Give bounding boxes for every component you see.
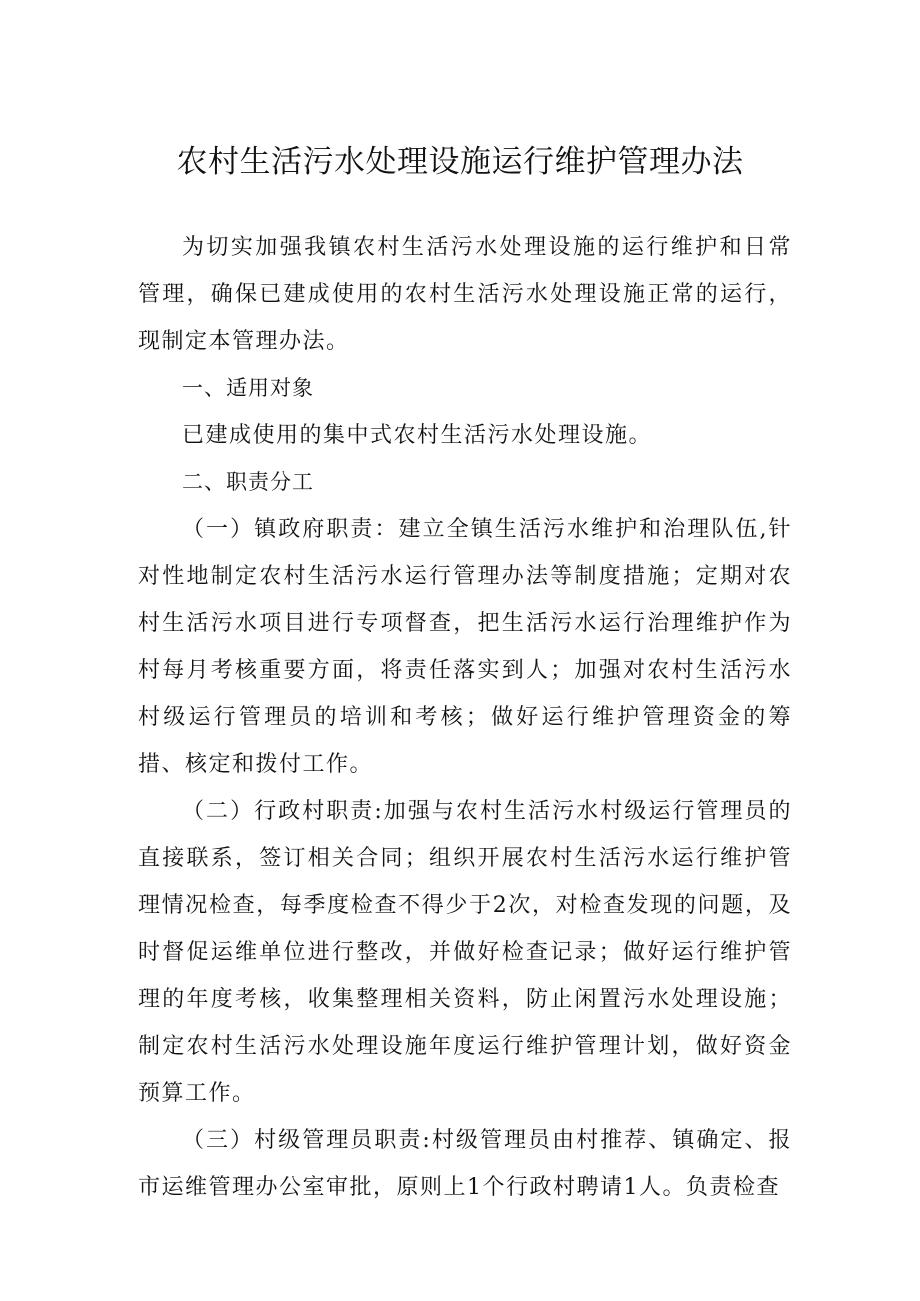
document-body xyxy=(138,224,792,1211)
scope-paragraph: 已建成使用的集中式农村生活污水处理设施。 xyxy=(182,423,653,448)
section-heading-scope: 一、适用对象 xyxy=(182,376,314,400)
document-title: 农村生活污水处理设施运行维护管理办法 xyxy=(176,144,744,180)
intro-paragraph: 为切实加强我镇农村生活污水处理设施的运行维护和日常管理，确保已建成使用的农村生活污水处理设施正常的运行，现制定本管理办法。 xyxy=(138,235,792,354)
duty-paragraph-town-government: （一）镇政府职责：建立全镇生活污水维护和治理队伍,针对性地制定农村生活污水运行管理办法等制度措施；定期对农村生活污水项目进行专项督查，把生活污水运行治理维护作为村每月考核重要方面，将责任落实到人；加强对农村生活污水村级运行管理员的培训和考核；做好运行维护管理资金的筹措、核定和拨付工作。 xyxy=(138,517,792,777)
duty-paragraph-village: （二）行政村职责:加强与农村生活污水村级运行管理员的直接联系，签订相关合同；组织开展农村生活污水运行维护管理情况检查，每季度检查不得少于2次，对检查发现的问题，及时督促运维单位进行整改，并做好检查记录；做好运行维护管理的年度考核，收集整理相关资料，防止闲置污水处理设施；制定农村生活污水处理设施年度运行维护管理计划，做好资金预算工作。 xyxy=(138,799,792,1106)
section-heading-duties: 二、职责分工 xyxy=(182,470,314,494)
duty-paragraph-village-manager: （三）村级管理员职责:村级管理员由村推荐、镇确定、报市运维管理办公室审批，原则上1个行政村聘请1人。负责检查 xyxy=(138,1128,792,1200)
